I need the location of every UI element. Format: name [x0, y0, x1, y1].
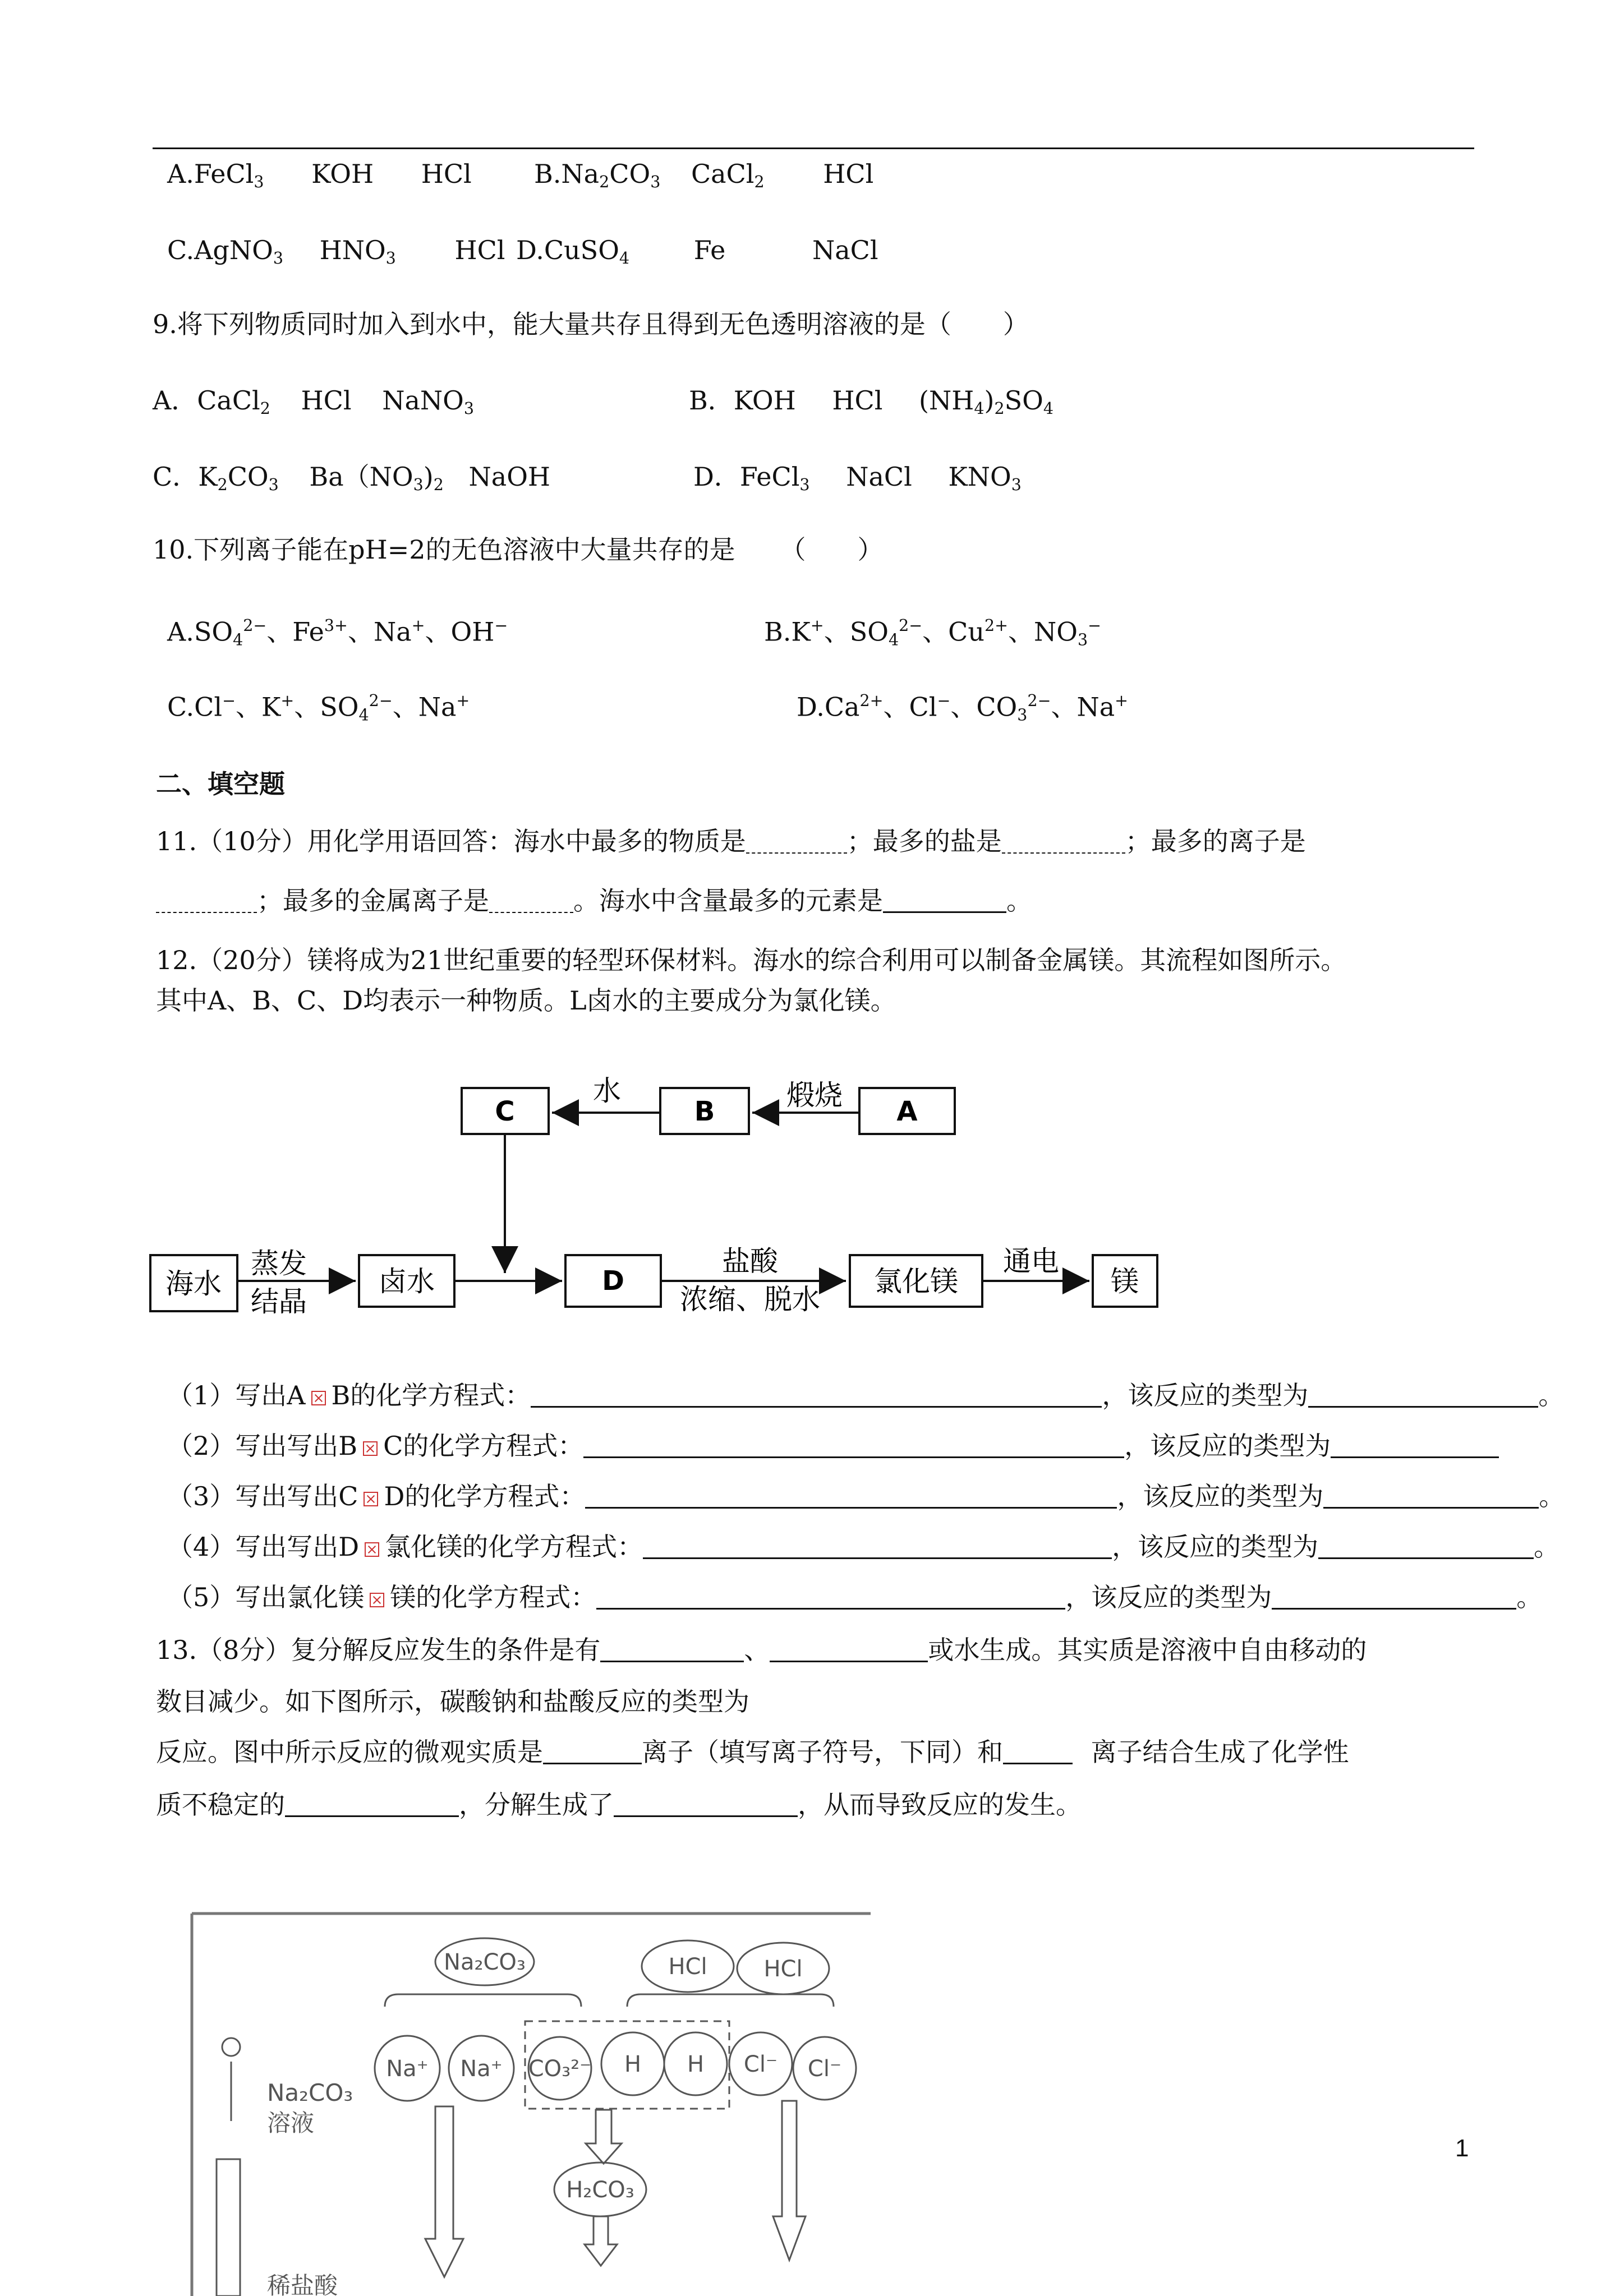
label-conc: 浓缩、脱水	[680, 1283, 820, 1316]
q12-part1: （1）写出A B的化学方程式： ，该反应的类型为 。	[167, 1380, 1565, 1410]
missing-arrow-icon	[363, 1441, 378, 1456]
micro-hcl-1: HCl	[668, 1954, 707, 1980]
q11-line2: ；最多的金属离子是 。海水中含量最多的元素是 。	[156, 885, 1032, 916]
q10-stem: 10.下列离子能在pH=2的无色溶液中大量共存的是 （ ）	[153, 534, 884, 565]
q8-option-b: $B.Na_2CO_3$ CaCl$_2$ HCl	[534, 159, 874, 191]
section-heading: 二、填空题	[156, 769, 285, 799]
q8-option-d: D.CuSO$_4$ Fe NaCl	[516, 235, 878, 268]
micro-h-2: H	[687, 2051, 705, 2077]
q12-part4: （4）写出写出D 氯化镁的化学方程式： ，该反应的类型为 。	[167, 1532, 1560, 1562]
box-mg-label: 镁	[1111, 1265, 1139, 1298]
q11-line1: 11.（10分）用化学用语回答：海水中最多的物质是 ；最多的盐是 ；最多的离子是	[156, 826, 1306, 856]
q13-line3: 反应。图中所示反应的微观实质是 离子（填写离子符号，下同）和 离子结合生成了化学性	[156, 1737, 1349, 1767]
label-water: 水	[593, 1075, 621, 1107]
q12-line1: 12.（20分）镁将成为21世纪重要的轻型环保材料。海水的综合利用可以制备金属镁。其流程如图所示。	[156, 945, 1347, 975]
missing-arrow-icon	[364, 1492, 378, 1506]
q12-part3: （3）写出写出C D的化学方程式： ，该反应的类型为 。	[167, 1481, 1565, 1511]
q9-option-d: D．FeCl$_3$ NaCl $KNO_3$	[693, 462, 1022, 494]
micro-dropper-label-2: 溶液	[267, 2109, 315, 2137]
box-mgcl2-label: 氯化镁	[874, 1265, 958, 1298]
micro-dropper-label-1: Na₂CO₃	[267, 2079, 353, 2106]
q12-part2: （2）写出写出B C的化学方程式： ，该反应的类型为	[167, 1430, 1499, 1461]
micro-h-1: H	[624, 2051, 642, 2077]
q9-option-a: A．CaCl$_2$ HCl NaNO$_3$	[153, 385, 474, 418]
q8-option-c: C.AgNO$_3$ $HNO_3$ HCl	[167, 235, 505, 268]
box-d-label: D	[602, 1265, 624, 1297]
missing-arrow-icon	[365, 1542, 379, 1557]
q12-part5: （5）写出氯化镁 镁的化学方程式： ，该反应的类型为 。	[167, 1582, 1543, 1612]
micro-cl-2: Cl⁻	[807, 2056, 842, 2082]
missing-arrow-icon	[311, 1391, 326, 1405]
label-elec: 通电	[1003, 1245, 1059, 1278]
q13-line2: 数目减少。如下图所示，碳酸钠和盐酸反应的类型为	[156, 1686, 749, 1717]
box-seawater-label: 海水	[165, 1267, 222, 1300]
missing-arrow-icon	[370, 1593, 384, 1607]
q9-option-c: C．$K_2CO_3$ $Ba(NO_3)_2$ NaOH	[153, 462, 551, 494]
q12-line2: 其中A、B、C、D均表示一种物质。L卤水的主要成分为氯化镁。	[156, 985, 896, 1016]
box-c-label: C	[495, 1096, 515, 1127]
q13-line4: 质不稳定的 ，分解生成了 ，从而导致反应的发生。	[156, 1790, 1082, 1820]
q10-option-c: C.Cl−、K+、$SO_4^{2-}$、Na+	[167, 691, 470, 725]
q10-option-d: $D.Ca^{2+}$、Cl−、$CO_3^{2-}$、Na+	[797, 691, 1129, 725]
page-number: 1	[1455, 2134, 1469, 2162]
micro-na-2: Na⁺	[460, 2056, 503, 2082]
label-calcine: 煅烧	[786, 1079, 843, 1112]
micro-co3: CO₃²⁻	[528, 2056, 592, 2082]
micro-cl-1: Cl⁻	[743, 2051, 778, 2077]
micro-na2co3-top: Na₂CO₃	[444, 1949, 526, 1975]
q10-option-a: $A.SO_4^{2-}$、$Fe^{3+}$、Na+、OH−	[167, 616, 508, 649]
micro-na-1: Na⁺	[386, 2056, 429, 2082]
q10-option-b: B.K+、$SO_4^{2-}$、$Cu^{2+}$、$NO_3^-$	[764, 616, 1102, 649]
micro-hcl-2: HCl	[763, 1956, 803, 1982]
q13-line1: 13.（8分）复分解反应发生的条件是有 、 或水生成。其实质是溶液中自由移动的	[156, 1635, 1367, 1665]
label-evap1: 蒸发	[251, 1247, 307, 1280]
box-b-label: B	[694, 1096, 715, 1127]
q9-stem: 9.将下列物质同时加入到水中，能大量共存且得到无色透明溶液的是（ ）	[153, 309, 1029, 339]
label-evap2: 结晶	[251, 1285, 307, 1318]
box-brine-label: 卤水	[379, 1265, 435, 1298]
micro-tube-label: 稀盐酸	[267, 2272, 338, 2296]
q8-option-a: A.FeCl$_3$ KOH HCl	[167, 159, 472, 191]
micro-h2co3: H₂CO₃	[566, 2177, 634, 2203]
label-hcl: 盐酸	[722, 1245, 778, 1278]
q9-option-b: B．KOH HCl $(NH_4)_2SO_4$	[689, 385, 1054, 418]
box-a-label: A	[896, 1096, 918, 1127]
